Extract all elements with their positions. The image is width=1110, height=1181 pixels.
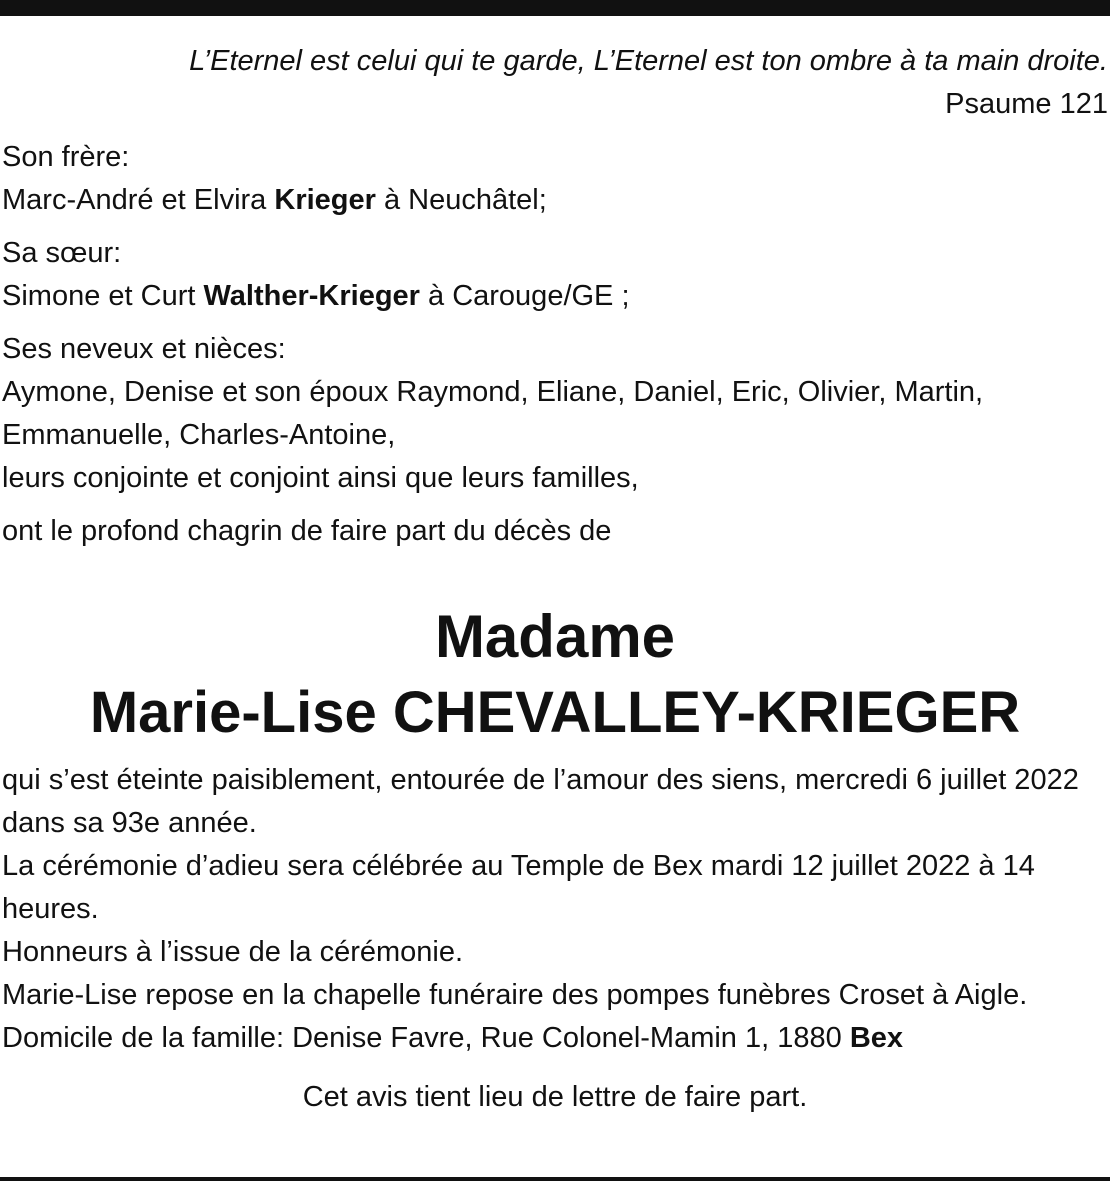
top-rule	[0, 0, 1110, 16]
psalm-quote: L’Eternel est celui qui te garde, L’Eternel est ton ombre à ta main droite.	[189, 45, 1108, 77]
deceased-name: Marie-Lise CHEVALLEY-KRIEGER	[89, 680, 1021, 745]
sister-names: Simone et Curt	[2, 280, 196, 312]
sister-surname: Walther-Krieger	[203, 280, 420, 312]
nephews-families: leurs conjointe et conjoint ainsi que leurs familles,	[2, 462, 639, 494]
rest-details: Marie-Lise repose en la chapelle funéraire des pompes funèbres Croset à Aigle.	[2, 979, 1028, 1011]
sister-line	[2, 275, 1108, 318]
sister-section	[2, 232, 1108, 318]
brother-section	[2, 136, 1108, 222]
obituary-notice	[2, 40, 1108, 1119]
brother-heading: Son frère:	[2, 141, 130, 173]
domicile-town: Bex	[849, 1022, 904, 1054]
announcement: ont le profond chagrin de faire part du décès de	[2, 515, 612, 547]
closing-note: Cet avis tient lieu de lettre de faire part.	[302, 1081, 808, 1113]
bottom-rule	[0, 1177, 1110, 1181]
sister-place: à Carouge/GE ;	[428, 280, 630, 312]
nephews-names: Aymone, Denise et son époux Raymond, Eliane, Daniel, Eric, Olivier, Martin, Emmanuelle, Charles-Antoine,	[2, 376, 984, 451]
sister-heading: Sa sœur:	[2, 237, 122, 269]
domicile-address: Domicile de la famille: Denise Favre, Rue Colonel-Mamin 1, 1880	[2, 1022, 842, 1054]
ceremony-details: La cérémonie d’adieu sera célébrée au Temple de Bex mardi 12 juillet 2022 à 14 heures.	[2, 850, 1035, 925]
nephews-heading: Ses neveux et nièces:	[2, 333, 286, 365]
domicile-details	[2, 1017, 1108, 1060]
death-details: qui s’est éteinte paisiblement, entourée de l’amour des siens, mercredi 6 juillet 2022 dans sa 93e année.	[2, 764, 1079, 839]
brother-place: à Neuchâtel;	[383, 184, 547, 216]
brother-line	[2, 179, 1108, 222]
brother-names: Marc-André et Elvira	[2, 184, 267, 216]
psalm-reference: Psaume 121	[945, 88, 1108, 120]
deceased-honorific: Madame	[434, 603, 676, 670]
honours-details: Honneurs à l’issue de la cérémonie.	[2, 936, 464, 968]
brother-surname: Krieger	[274, 184, 376, 216]
deceased-name-block	[2, 599, 1108, 751]
nephews-section	[2, 328, 1108, 500]
